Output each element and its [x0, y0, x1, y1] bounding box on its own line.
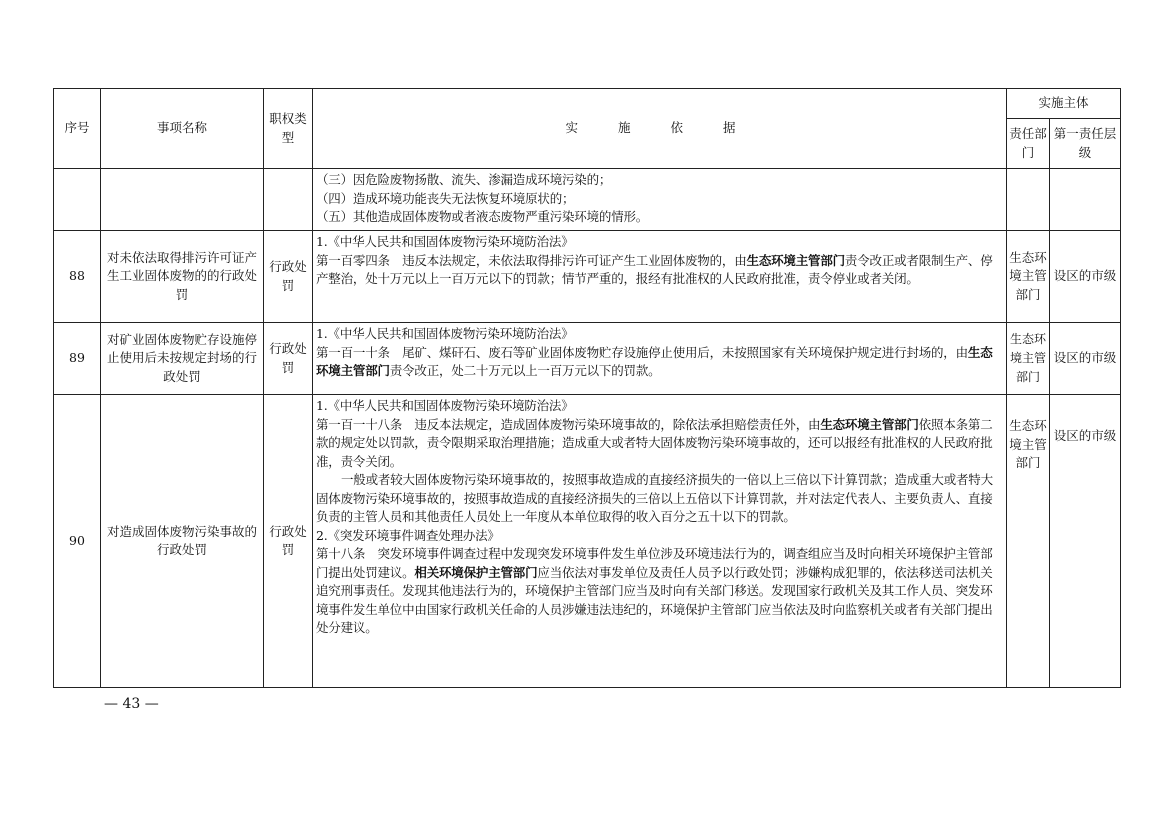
article-text: 第一百一十条 尾矿、煤矸石、废石等矿业固体废物贮存设施停止使用后，未按照国家有关环境保护规定进行封场的，由生态环境主管部门责令改正，处二十万元以上一百万元以下的罚款。 — [316, 344, 993, 378]
row-item-name: 对造成固体废物污染事故的行政处罚 — [101, 395, 264, 688]
row-seq: 89 — [54, 323, 101, 395]
basis-cell — [313, 231, 1007, 323]
row-seq: 88 — [54, 231, 101, 323]
row-seq: 90 — [54, 395, 101, 688]
row-level: 设区的市级 — [1050, 323, 1121, 395]
article-text: 第一百一十八条 违反本法规定，造成固体废物污染环境事故的，除依法承担赔偿责任外，由生态环境主管部门依照本条第二款的规定处以罚款，责令限期采取治理措施；造成重大或者特大固体废物污染环境事故的，还可以报经有批准权的人民政府批准，责令关闭。 — [316, 416, 993, 469]
row-dept: 生态环境主管部门 — [1007, 395, 1050, 688]
row-level: 设区的市级 — [1050, 395, 1121, 688]
bold-dept: 生态环境主管部门 — [316, 344, 993, 378]
bold-dept: 相关环境保护主管部门 — [414, 564, 538, 580]
col-level-header: 第一责任层级 — [1050, 119, 1121, 169]
row-level: 设区的市级 — [1050, 231, 1121, 323]
basis-cell — [313, 169, 1007, 231]
table-row-continuation — [54, 169, 1121, 231]
law-title: 1.《中华人民共和国固体废物污染环境防治法》 — [316, 234, 574, 249]
article-paragraph: 一般或者较大固体废物污染环境事故的，按照事故造成的直接经济损失的一倍以上三倍以下计算罚款；造成重大或者特大固体废物污染环境事故的，按照事故造成的直接经济损失的三倍以上五倍以下计算罚款，并对法定代表人、主要负责人、直接负责的主管人员和其他责任人员处上一年度从本单位取得的收入百分之五十以下的罚款。 — [316, 472, 993, 524]
law-title: 1.《中华人民共和国固体废物污染环境防治法》 — [316, 326, 574, 341]
table-row-89 — [54, 323, 1121, 395]
basis-cell — [313, 395, 1007, 688]
basis-line: （三）因危险废物扬散、流失、渗漏造成环境污染的； — [316, 172, 612, 187]
col-name-header: 事项名称 — [101, 89, 264, 169]
row-item-name: 对未依法取得排污许可证产生工业固体废物的的行政处罚 — [101, 231, 264, 323]
row-dept: 生态环境主管部门 — [1007, 323, 1050, 395]
table-row-90 — [54, 395, 1121, 688]
bold-dept: 生态环境主管部门 — [746, 252, 845, 268]
basis-cell — [313, 323, 1007, 395]
col-dept-header: 责任部门 — [1007, 119, 1050, 169]
basis-line: （五）其他造成固体废物或者液态废物严重污染环境的情形。 — [316, 209, 649, 224]
enforcement-table — [53, 88, 1121, 688]
row-power-type: 行政处罚 — [264, 231, 313, 323]
row-dept: 生态环境主管部门 — [1007, 231, 1050, 323]
law-title: 1.《中华人民共和国固体废物污染环境防治法》 — [316, 398, 574, 413]
law-title: 2.《突发环境事件调查处理办法》 — [316, 527, 500, 543]
col-basis-header: 实 施 依 据 — [313, 89, 1007, 169]
row-power-type: 行政处罚 — [264, 323, 313, 395]
table-row-88 — [54, 231, 1121, 323]
row-item-name: 对矿业固体废物贮存设施停止使用后未按规定封场的行政处罚 — [101, 323, 264, 395]
bold-dept: 生态环境主管部门 — [820, 416, 919, 432]
article-text: 第一百零四条 违反本法规定，未依法取得排污许可证产生工业固体废物的，由生态环境主管部门责令改正或者限制生产、停产整治，处十万元以上一百万元以下的罚款；情节严重的，报经有批准权的人民政府批准，责令停业或者关闭。 — [316, 252, 993, 286]
row-power-type: 行政处罚 — [264, 395, 313, 688]
header-row — [54, 89, 1121, 119]
col-impl-header: 实施主体 — [1007, 89, 1121, 119]
col-type-header: 职权类型 — [264, 89, 313, 169]
article-text: 第十八条 突发环境事件调查过程中发现突发环境事件发生单位涉及环境违法行为的，调查组应当及时向相关环境保护主管部门提出处罚建议。相关环境保护主管部门应当依法对事发单位及责任人员予以行政处罚；涉嫌构成犯罪的，依法移送司法机关追究刑事责任。发现其他违法行为的，环境保护主管部门应当及时向有关部门移送。发现国家行政机关及其工作人员、突发环境事件发生单位中由国家行政机关任命的人员涉嫌违法违纪的，环境保护主管部门应当依法及时向监察机关或者有关部门提出处分建议。 — [316, 546, 993, 635]
col-seq-header: 序号 — [54, 89, 101, 169]
basis-line: （四）造成环境功能丧失无法恢复环境原状的； — [316, 190, 575, 206]
page-number: — 43 — — [104, 696, 159, 712]
